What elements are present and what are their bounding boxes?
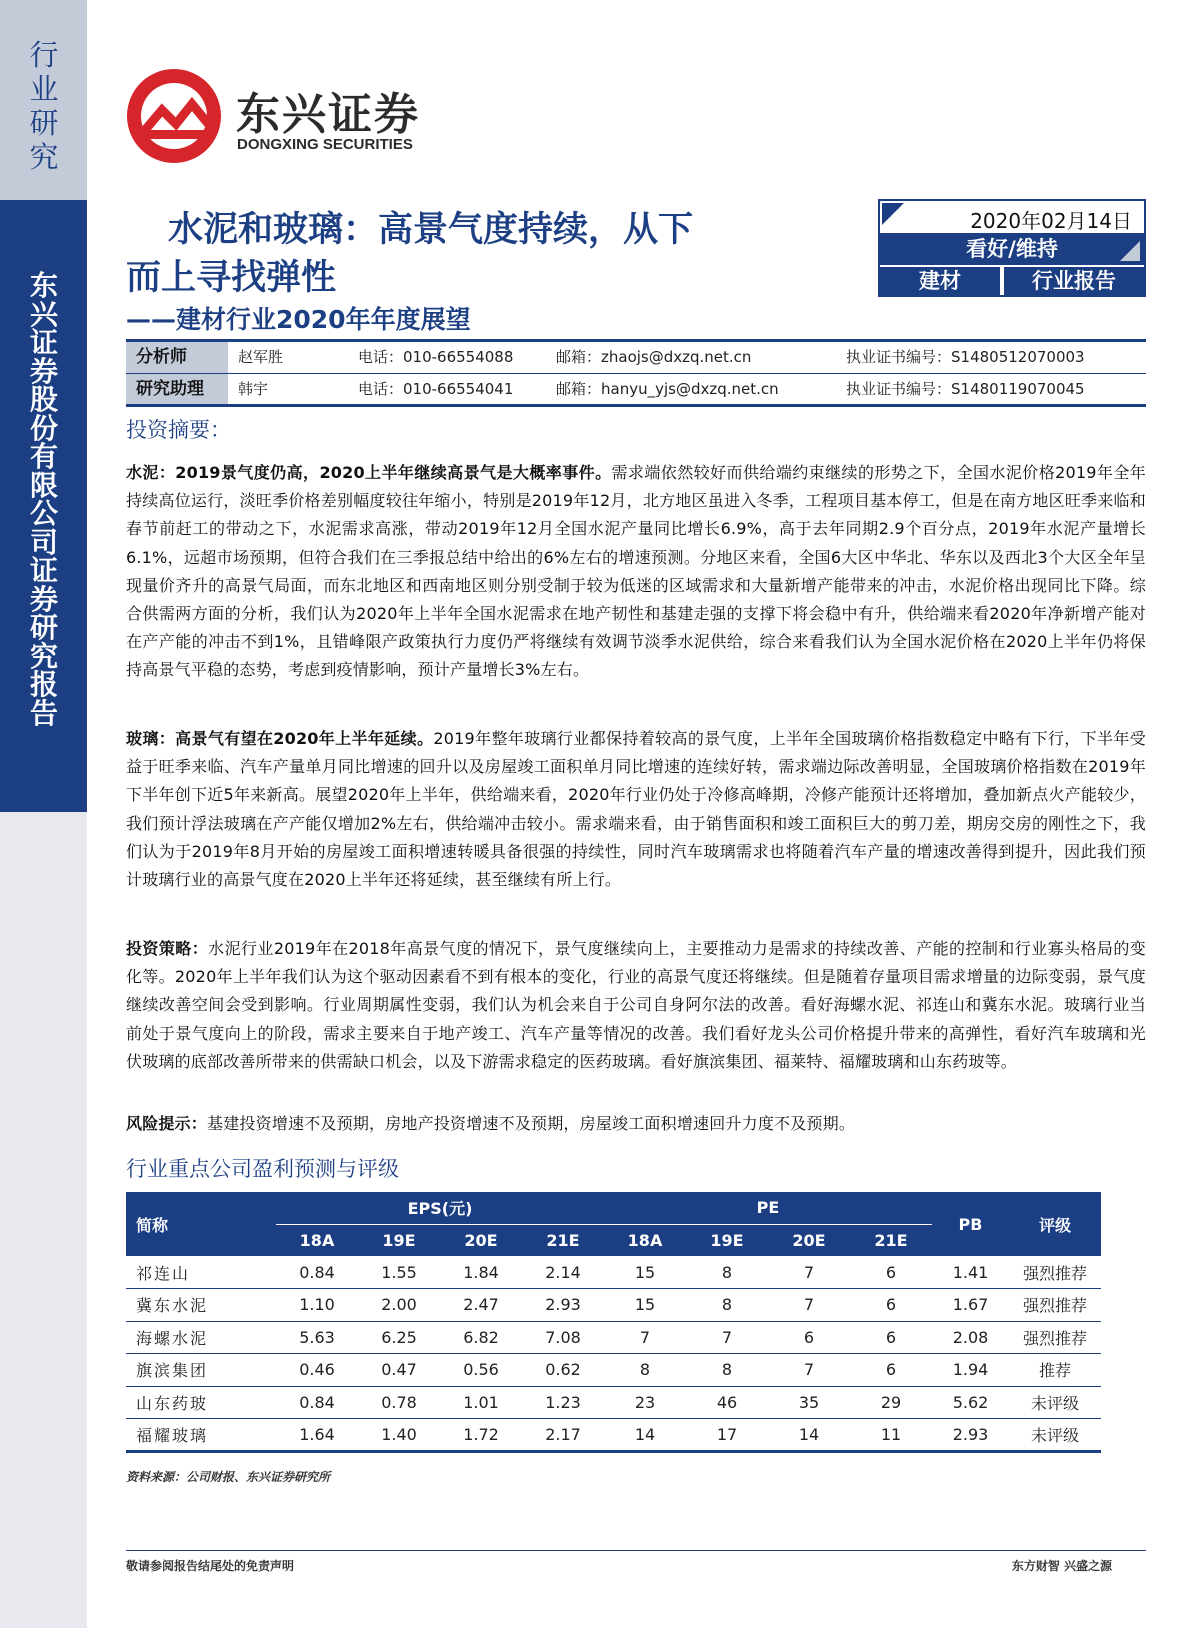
eps-cell: 0.84 [276, 1256, 358, 1289]
eps-cell: 2.00 [358, 1289, 440, 1322]
analyst-phone: 电话：010-66554041 [358, 380, 514, 398]
analyst-license: 执业证书编号：S1480512070003 [846, 348, 1085, 366]
rating-cell: 强烈推荐 [1009, 1256, 1101, 1289]
sidebar-category-panel [0, 0, 87, 200]
source-note: 资料来源：公司财报、东兴证券研究所 [126, 1470, 331, 1484]
eps-cell: 1.40 [358, 1419, 440, 1452]
risk-text: 基建投资增速不及预期，房地产投资增速不及预期，房屋竣工面积增速回升力度不及预期。 [207, 1114, 856, 1133]
footer-divider [126, 1550, 1146, 1551]
eps-cell: 1.23 [522, 1386, 604, 1419]
pe-group-header: PE [604, 1192, 932, 1224]
report-date-row [880, 201, 1144, 233]
eps-cell: 0.46 [276, 1354, 358, 1387]
report-title-line1: 水泥和玻璃：高景气度持续，从下 [168, 210, 694, 250]
company-name-cell: 福耀玻璃 [126, 1419, 276, 1452]
eps-cell: 2.14 [522, 1256, 604, 1289]
company-name-cell: 海螺水泥 [126, 1321, 276, 1354]
table-row [126, 1354, 1101, 1387]
eps-cell: 2.93 [522, 1289, 604, 1322]
pe-cell: 6 [850, 1256, 932, 1289]
logo-name-en: DONGXING SECURITIES [237, 136, 413, 153]
analyst-email[interactable]: 邮箱：zhaojs@dxzq.net.cn [556, 348, 752, 366]
analyst-role: 研究助理 [126, 374, 228, 404]
report-title-line2: 而上寻找弹性 [126, 258, 337, 298]
sector-label: 建材 [880, 267, 1000, 295]
eps-cell: 1.64 [276, 1419, 358, 1452]
company-name-cell: 冀东水泥 [126, 1289, 276, 1322]
table-row [126, 1289, 1101, 1322]
col-name-header: 简称 [126, 1192, 276, 1256]
company-name-cell: 山东药玻 [126, 1386, 276, 1419]
rating-cell: 未评级 [1009, 1386, 1101, 1419]
pe-cell: 8 [686, 1256, 768, 1289]
eps-group-header: EPS(元) [276, 1192, 604, 1224]
pb-cell: 1.94 [932, 1354, 1009, 1387]
pe-cell: 7 [768, 1354, 850, 1387]
eps-cell: 1.84 [440, 1256, 522, 1289]
pe-cell: 7 [768, 1289, 850, 1322]
analyst-role: 分析师 [126, 342, 228, 373]
logo-name-cn: 东兴证券 [236, 89, 420, 140]
pe-cell: 8 [604, 1354, 686, 1387]
logo-icon [124, 66, 224, 166]
eps-cell: 6.82 [440, 1321, 522, 1354]
pe-cell: 6 [850, 1321, 932, 1354]
year-header: 21E [850, 1224, 932, 1256]
eps-cell: 1.01 [440, 1386, 522, 1419]
cement-paragraph [126, 459, 1146, 685]
strategy-text: 水泥行业2019年在2018年高景气度的情况下，景气度继续向上，主要推动力是需求的持续改善、产能的控制和行业寡头格局的变化等。2020年上半年我们认为这个驱动因素看不到有根本的变化，行业的高景气度还将继续。但是随着存量项目需求增量的边际变弱，景气度继续改善空间会受到影响。行业周期属性变弱，我们认为机会来自于公司自身阿尔法的改善。看好海螺水泥、祁连山和冀东水泥。玻璃行业当前处于景气度向上的阶段，需求主要来自于地产竣工、汽车产量等情况的改善。我们看好龙头公司价格提升带来的高弹性，看好汽车玻璃和光伏玻璃的底部改善所带来的供需缺口机会，以及下游需求稳定的医药玻璃。看好旗滨集团、福莱特、福耀玻璃和山东药玻等。 [126, 939, 1146, 1071]
forecast-table-title: 行业重点公司盈利预测与评级 [126, 1157, 399, 1181]
sidebar-lower-panel [0, 812, 87, 1628]
pe-cell: 7 [686, 1321, 768, 1354]
eps-cell: 1.10 [276, 1289, 358, 1322]
pe-cell: 8 [686, 1354, 768, 1387]
pe-cell: 46 [686, 1386, 768, 1419]
rating-header: 评级 [1009, 1192, 1101, 1256]
analyst-table [126, 339, 1146, 407]
pb-header: PB [932, 1192, 1009, 1256]
pe-cell: 23 [604, 1386, 686, 1419]
footer-slogan: 东方财智 兴盛之源 [1011, 1559, 1112, 1573]
forecast-table [126, 1192, 1101, 1453]
strategy-paragraph [126, 935, 1146, 1076]
table-row [126, 1386, 1101, 1419]
eps-cell: 0.84 [276, 1386, 358, 1419]
strategy-lead: 投资策略： [126, 939, 209, 958]
report-type-label: 行业报告 [1004, 267, 1144, 295]
year-header: 18A [604, 1224, 686, 1256]
pb-cell: 1.41 [932, 1256, 1009, 1289]
year-header: 20E [440, 1224, 522, 1256]
analyst-license: 执业证书编号：S1480119070045 [846, 380, 1085, 398]
rating-cell: 强烈推荐 [1009, 1289, 1101, 1322]
rating-box [878, 199, 1146, 297]
pb-cell: 5.62 [932, 1386, 1009, 1419]
table-row [126, 1321, 1101, 1354]
eps-cell: 6.25 [358, 1321, 440, 1354]
risk-lead: 风险提示： [126, 1114, 208, 1133]
glass-lead: 玻璃：高景气有望在2020年上半年延续。 [126, 729, 434, 748]
pe-cell: 35 [768, 1386, 850, 1419]
table-row [126, 1256, 1101, 1289]
pb-cell: 1.67 [932, 1289, 1009, 1322]
pe-cell: 6 [768, 1321, 850, 1354]
rating-cell: 推荐 [1009, 1354, 1101, 1387]
report-subtitle: ——建材行业2020年年度展望 [126, 305, 471, 334]
analyst-phone: 电话：010-66554088 [358, 348, 514, 366]
eps-cell: 2.47 [440, 1289, 522, 1322]
pe-cell: 14 [604, 1419, 686, 1452]
eps-cell: 1.72 [440, 1419, 522, 1452]
rating-cell: 未评级 [1009, 1419, 1101, 1452]
pe-cell: 6 [850, 1354, 932, 1387]
eps-cell: 0.78 [358, 1386, 440, 1419]
sidebar-company-label: 东兴证券股份有限公司证券研究报告 [29, 269, 58, 730]
analyst-email[interactable]: 邮箱：hanyu_yjs@dxzq.net.cn [556, 380, 779, 398]
year-header: 19E [686, 1224, 768, 1256]
pb-cell: 2.08 [932, 1321, 1009, 1354]
pe-cell: 11 [850, 1419, 932, 1452]
pe-cell: 15 [604, 1289, 686, 1322]
glass-paragraph [126, 725, 1146, 894]
cement-lead: 水泥：2019景气度仍高，2020上半年继续高景气是大概率事件。 [126, 463, 612, 482]
analyst-name: 赵军胜 [238, 348, 284, 366]
rating-cell: 强烈推荐 [1009, 1321, 1101, 1354]
pe-cell: 15 [604, 1256, 686, 1289]
year-header: 20E [768, 1224, 850, 1256]
pe-cell: 17 [686, 1419, 768, 1452]
table-header-row [126, 1192, 1101, 1224]
company-name-cell: 祁连山 [126, 1256, 276, 1289]
report-date: 2020年02月14日 [970, 209, 1132, 233]
pe-cell: 8 [686, 1289, 768, 1322]
pb-cell: 2.93 [932, 1419, 1009, 1452]
pe-cell: 6 [850, 1289, 932, 1322]
analyst-name: 韩宇 [238, 380, 269, 398]
pe-cell: 7 [604, 1321, 686, 1354]
company-name-cell: 旗滨集团 [126, 1354, 276, 1387]
pe-cell: 14 [768, 1419, 850, 1452]
footer-disclaimer: 敬请参阅报告结尾处的免责声明 [126, 1559, 295, 1573]
rating-row [880, 233, 1144, 265]
eps-cell: 0.56 [440, 1354, 522, 1387]
eps-cell: 2.17 [522, 1419, 604, 1452]
sidebar-company-panel [0, 200, 87, 812]
eps-cell: 1.55 [358, 1256, 440, 1289]
eps-cell: 7.08 [522, 1321, 604, 1354]
analyst-row [126, 373, 1146, 404]
sidebar-category-label: 行业研究 [29, 38, 59, 174]
cement-text: 需求端依然较好而供给端约束继续的形势之下，全国水泥价格2019年全年持续高位运行，淡旺季价格差别幅度较往年缩小，特别是2019年12月，北方地区虽进入冬季，工程项目基本停工，但是在南方地区旺季来临和春节前赶工的带动之下，水泥需求高涨，带动2019年12月全国水泥产量同比增长6.9%，高于去年同期2.9个百分点，2019年水泥产量增长6.1%，远超市场预期，但符合我们在三季报总结中给出的6%左右的增速预测。分地区来看，全国6大区中华北、华东以及西北3个大区全年呈现量价齐升的高景气局面，而东北地区和西南地区则分别受制于较为低迷的区域需求和大量新增产能带来的冲击，水泥价格出现同比下降。综合供需两方面的分析，我们认为2020年上半年全国水泥需求在地产韧性和基建走强的支撑下将会稳中有升，供给端来看2020年净新增产能对在产产能的冲击不到1%，且错峰限产政策执行力度仍严将继续有效调节淡季水泥供给，综合来看我们认为全国水泥价格在2020上半年仍将保持高景气平稳的态势，考虑到疫情影响，预计产量增长3%左右。 [126, 463, 1146, 680]
eps-cell: 0.47 [358, 1354, 440, 1387]
pe-cell: 29 [850, 1386, 932, 1419]
year-header: 19E [358, 1224, 440, 1256]
eps-cell: 0.62 [522, 1354, 604, 1387]
rating-triangle-icon [1120, 241, 1140, 261]
table-row [126, 1419, 1101, 1452]
summary-heading: 投资摘要： [126, 418, 231, 442]
eps-cell: 5.63 [276, 1321, 358, 1354]
year-header: 21E [522, 1224, 604, 1256]
corner-triangle-icon [882, 203, 904, 225]
pe-cell: 7 [768, 1256, 850, 1289]
analyst-row [126, 342, 1146, 373]
risk-paragraph [126, 1110, 1146, 1138]
rating-value: 看好/维持 [966, 237, 1058, 261]
year-header: 18A [276, 1224, 358, 1256]
glass-text: 2019年整年玻璃行业都保持着较高的景气度，上半年全国玻璃价格指数稳定中略有下行，下半年受益于旺季来临、汽车产量单月同比增速的回升以及房屋竣工面积单月同比增速的连续好转，需求端边际改善明显，全国玻璃价格指数在2019年下半年创下近5年来新高。展望2020年上半年，供给端来看，2020年行业仍处于冷修高峰期，冷修产能预计还将增加，叠加新点火产能较少，我们预计浮法玻璃在产产能仅增加2%左右，供给端冲击较小。需求端来看，由于销售面积和竣工面积巨大的剪刀差，期房交房的刚性之下，我们认为于2019年8月开始的房屋竣工面积增速转暖具备很强的持续性，同时汽车玻璃需求也将随着汽车产量的增速改善得到提升，因此我们预计玻璃行业的高景气度在2020上半年还将延续，甚至继续有所上行。 [126, 729, 1146, 890]
